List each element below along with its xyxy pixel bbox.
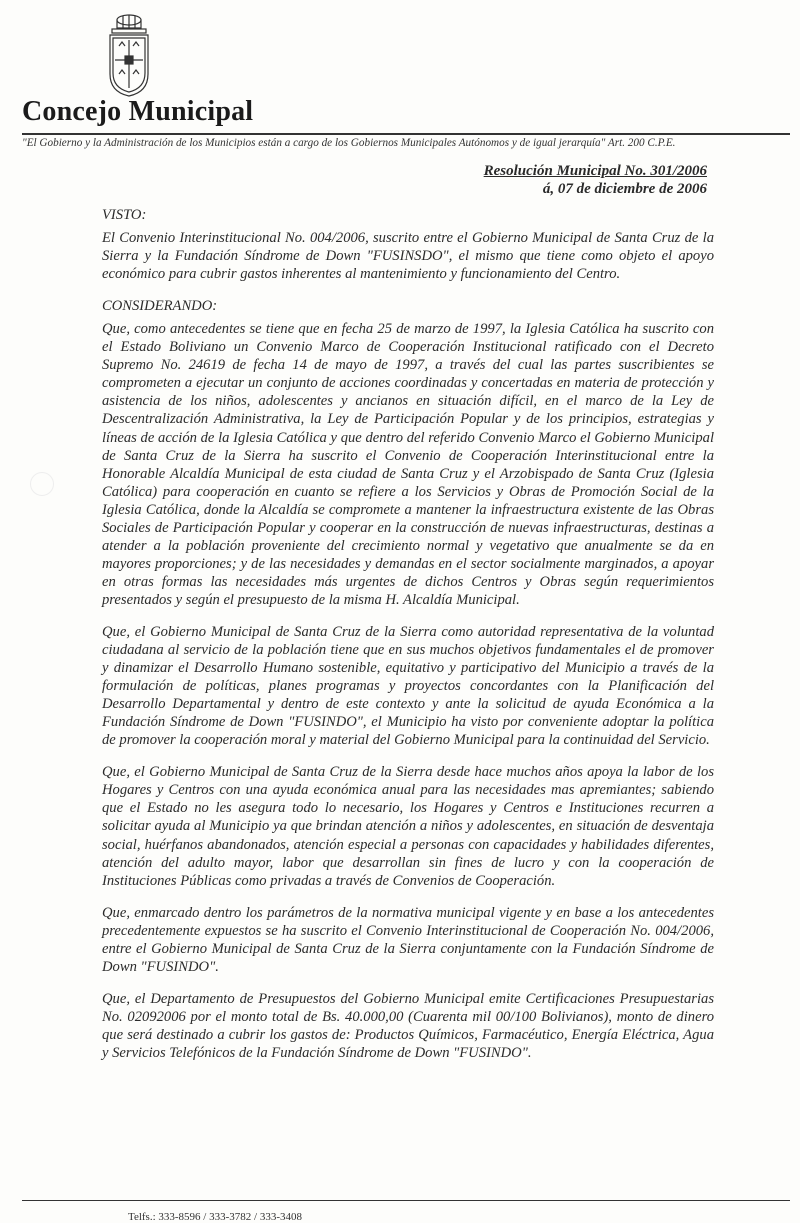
document-body xyxy=(102,206,714,1076)
considerando-paragraph: Que, como antecedentes se tiene que en fecha 25 de marzo de 1997, la Iglesia Católica ha suscrito con el Estado Boliviano un Convenio Marco de Cooperación Institucional ratificado con el Decreto Supremo No. 24619 de fecha 14 de mayo de 1997, a través del cual las partes suscribientes se comprometen a ejecutar un conjunto de acciones coordinadas y concertadas en materia de protección y asistencia de los niños, adolescentes y ancianos en situación difícil, en el marco de la Ley de Descentralización Administrativa, la Ley de Participación Popular y de los principios, estrategias y líneas de acción de la Iglesia Católica y que dentro del referido Convenio Marco el Gobierno Municipal de Santa Cruz de la Sierra ha suscrito el Convenio de Cooperación Interinstitucional entre la Honorable Alcaldía Municipal de esta ciudad de Santa Cruz y el Arzobispado de Santa Cruz (Iglesia Católica) para cooperación en cuanto se refiere a los Servicios y Obras de Promoción Social de la Iglesia Católica, donde la Alcaldía se compromete a mantener la infraestructura existente de las Obras Sociales de Participación Popular y cooperar en la construcción de nuevas infraestructuras, destinas a atender a la población proveniente del crecimiento normal y vegetativo que anualmente se da en mayores proporciones; y de las necesidades y demandas en el sector socialmente marginados, a apoyar en otras formas las necesidades más urgentes de dichos Centros y Obras según requerimientos presentados y según el presupuesto de la misma H. Alcaldía Municipal. xyxy=(102,321,714,608)
footer-rule xyxy=(22,1200,790,1201)
considerando-heading: CONSIDERANDO: xyxy=(102,298,218,315)
considerando-paragraph: Que, el Departamento de Presupuestos del Gobierno Municipal emite Certificaciones Presupuestarias No. 02092006 por el monto total de Bs. 40.000,00 (Cuarenta mil 00/100 Bolivianos), monto de dinero que será destinado a cubrir los gastos de: Productos Químicos, Farmacéutico, Energía Eléctrica, Agua y Servicios Telefónicos de la Fundación Síndrome de Down "FUSINDO". xyxy=(102,990,714,1061)
punch-hole-mark xyxy=(30,472,54,496)
header-motto: "El Gobierno y la Administración de los Municipios están a cargo de los Gobiernos Municipales Autónomos y de igual jerarquía" Art. 200 C.P.E. xyxy=(22,137,676,149)
coat-of-arms-icon xyxy=(102,12,156,98)
organization-name: Concejo Municipal xyxy=(22,96,254,127)
considerando-paragraph: Que, el Gobierno Municipal de Santa Cruz de la Sierra como autoridad representativa de la voluntad ciudadana al servicio de la población tiene que en sus muchos objetivos fundamentales el de promover y dinamizar el Desarrollo Humano sostenible, equitativo y participativo del Municipio a través de la formulación de políticas, planes programas y proyectos concordantes con la Planificación del Desarrollo Departamental y dentro de este contexto y ante la solicitud de ayuda Económica a la Fundación Síndrome de Down "FUSINDO", el Municipio ha visto por conveniente adoptar la política de promover la cooperación moral y material del Gobierno Municipal para la continuidad del Servicio. xyxy=(102,623,714,749)
visto-heading: VISTO: xyxy=(102,207,147,223)
resolution-number: Resolución Municipal No. 301/2006 xyxy=(483,163,707,179)
considerando-paragraph: Que, enmarcado dentro los parámetros de la normativa municipal vigente y en base a los antecedentes precedentemente expuestos se ha suscrito el Convenio Interinstitucional de Cooperación No. 004/2006, entre el Gobierno Municipal de Santa Cruz de la Sierra conjuntamente con la Fundación Síndrome de Down "FUSINDO". xyxy=(102,904,714,975)
footer-contact: Telfs.: 333-8596 / 333-3782 / 333-3408 xyxy=(128,1211,302,1223)
considerando-paragraph: Que, el Gobierno Municipal de Santa Cruz de la Sierra desde hace muchos años apoya la labor de los Hogares y Centros con una ayuda económica anual para las necesidades mas apremiantes; sabiendo que el Estado no les asegura todo lo necesario, los Hogares y Centros e Instituciones recurren a solicitar ayuda al Municipio ya que brindan atención a niños y adolescentes, en situación de desventaja social, huérfanos abandonados, atención especial a personas con capacidades y habilidades diferentes, atención del adulto mayor, labor que desarrollan sin fines de lucro y con la cooperación de Instituciones Públicas como privadas a través de Convenios de Cooperación. xyxy=(102,764,714,889)
visto-paragraph: El Convenio Interinstitucional No. 004/2006, suscrito entre el Gobierno Municipal de Santa Cruz de la Sierra y la Fundación Síndrome de Down "FUSINSDO", el mismo que tiene como objeto el apoyo económico para cubrir gastos inherentes al mantenimiento y funcionamiento del Centro. xyxy=(102,230,714,283)
header-rule xyxy=(22,133,790,135)
resolution-date: á, 07 de diciembre de 2006 xyxy=(542,181,707,197)
